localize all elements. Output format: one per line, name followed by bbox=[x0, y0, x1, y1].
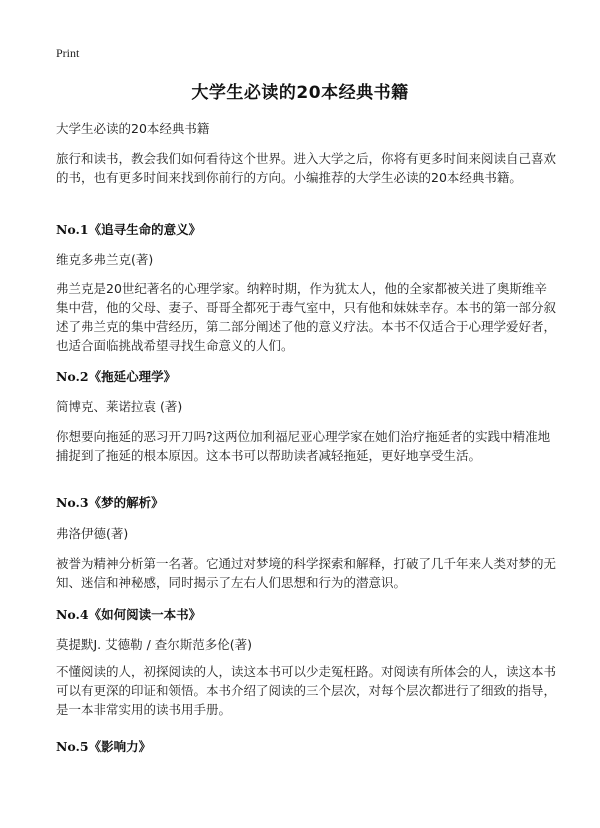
book-description-3: 被誉为精神分析第一名著。它通过对梦境的科学探索和解释，打破了几千年来人类对梦的无知、迷信和神秘感，同时揭示了左右人们思想和行为的潜意识。 bbox=[56, 556, 557, 590]
book-heading-3: No.3《梦的解析》 bbox=[56, 495, 164, 510]
book-description-4: 不懂阅读的人，初探阅读的人，读这本书可以少走冤枉路。对阅读有所体会的人，读这本书可以有更深的印证和领悟。本书介绍了阅读的三个层次，对每个层次都进行了细致的指导，是一本非常实用的读书用手册。 bbox=[56, 664, 557, 717]
book-description-1: 弗兰克是20世纪著名的心理学家。纳粹时期，作为犹太人，他的全家都被关进了奥斯维辛集中营，他的父母、妻子、哥哥全都死于毒气室中，只有他和妹妹幸存。本书的第一部分叙述了弗兰克的集中营经历，第二部分阐述了他的意义疗法。本书不仅适合于心理学爱好者，也适合面临挑战希望寻找生命意义的人们。 bbox=[56, 281, 557, 353]
book-heading-4: No.4《如何阅读一本书》 bbox=[56, 607, 202, 622]
book-author-3: 弗洛伊德(著) bbox=[56, 526, 129, 541]
page-title: 大学生必读的20本经典书籍 bbox=[191, 83, 409, 103]
page-subtitle: 大学生必读的20本经典书籍 bbox=[56, 121, 210, 136]
print-link[interactable]: Print bbox=[56, 46, 80, 60]
intro-paragraph: 旅行和读书，教会我们如何看待这个世界。进入大学之后，你将有更多时间来阅读自己喜欢的书，也有更多时间来找到你前行的方向。小编推荐的大学生必读的20本经典书籍。 bbox=[56, 151, 557, 185]
book-author-4: 莫提默J. 艾德勒 / 查尔斯范多伦(著) bbox=[56, 637, 253, 652]
book-heading-2: No.2《拖延心理学》 bbox=[56, 369, 177, 384]
book-heading-5: No.5《影响力》 bbox=[56, 739, 152, 754]
book-author-1: 维克多弗兰克(著) bbox=[56, 252, 154, 267]
book-description-2: 你想要向拖延的恶习开刀吗?这两位加利福尼亚心理学家在她们治疗拖延者的实践中精准地捕捉到了拖延的根本原因。这本书可以帮助读者减轻拖延，更好地享受生活。 bbox=[56, 429, 551, 463]
book-author-2: 简博克、莱诺拉袁 (著) bbox=[56, 399, 183, 414]
book-heading-1: No.1《追寻生命的意义》 bbox=[56, 222, 202, 237]
